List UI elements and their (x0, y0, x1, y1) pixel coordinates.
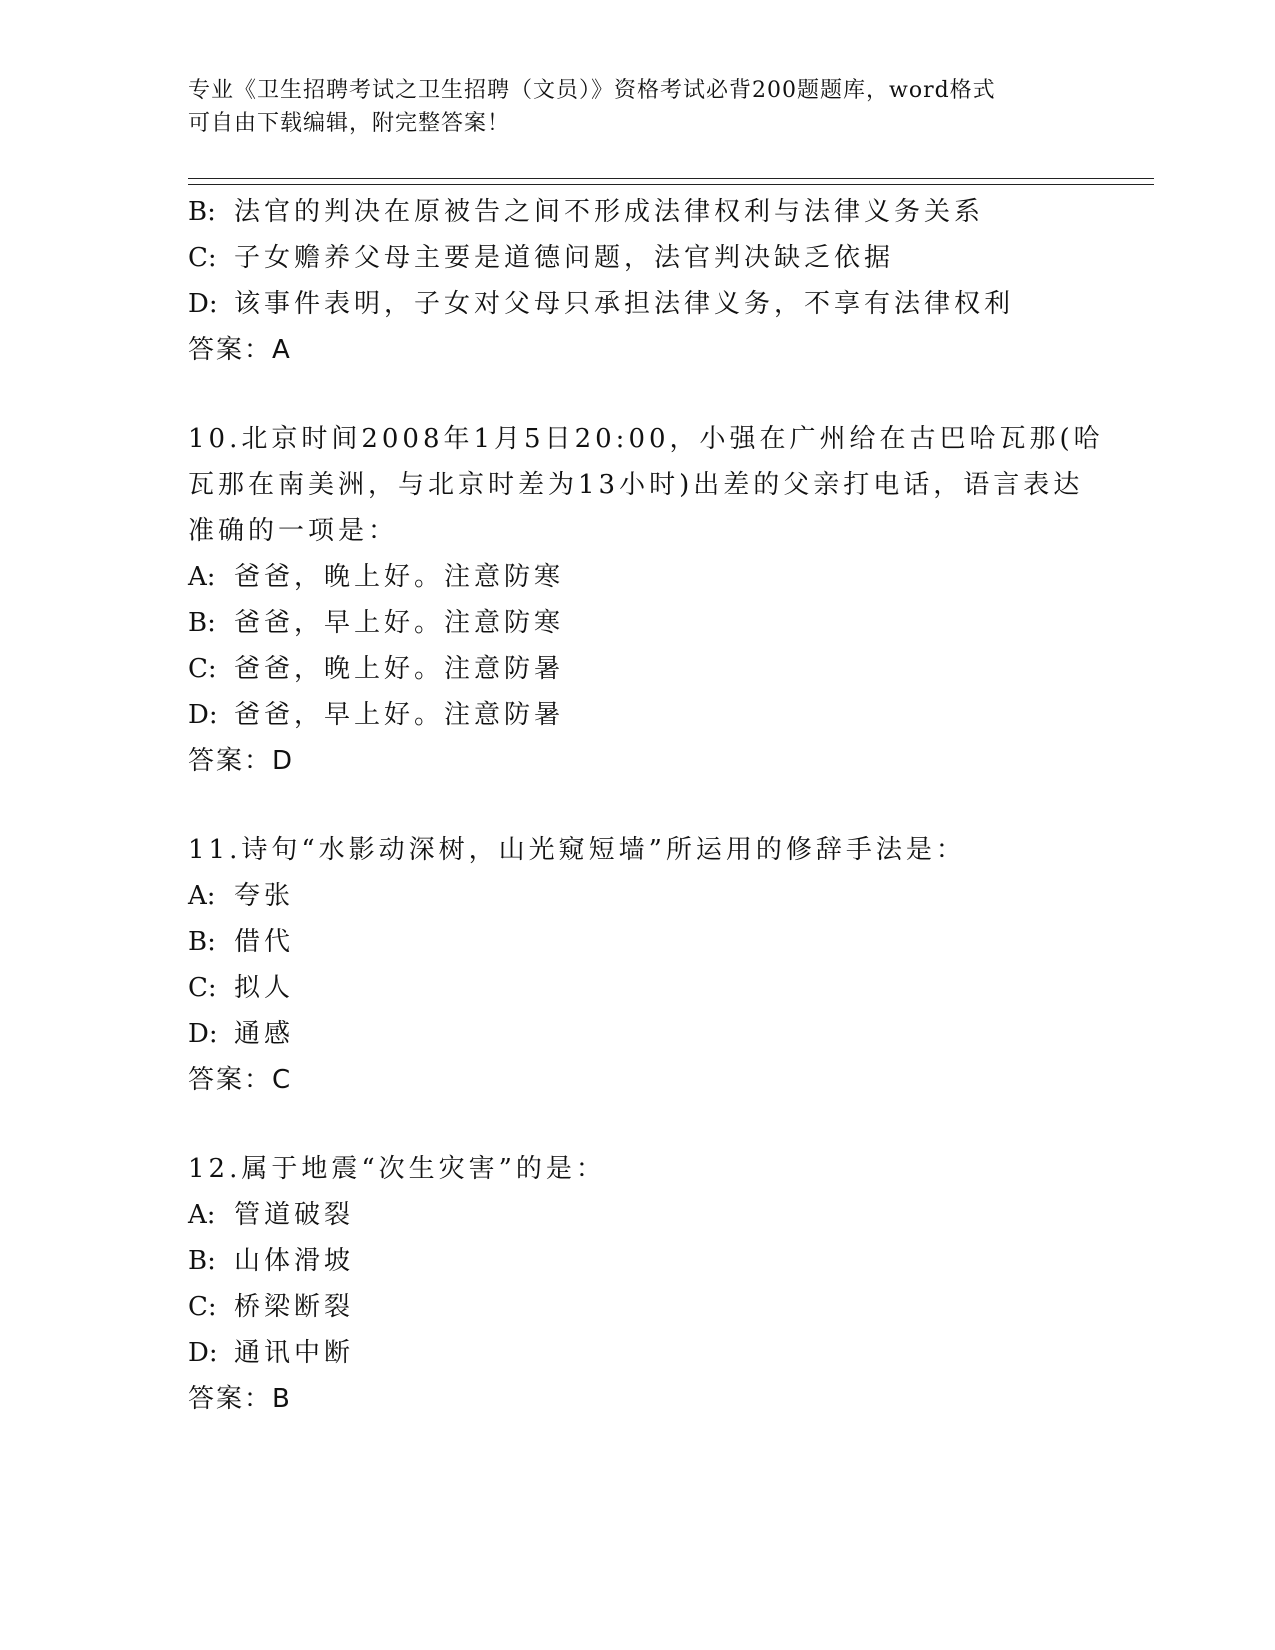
option-letter: C: (188, 1292, 217, 1322)
option-text: 爸爸，早上好。注意防暑 (234, 700, 565, 730)
option-b (188, 919, 1108, 965)
option-text: 夸张 (234, 881, 295, 911)
option-text: 通感 (234, 1019, 295, 1049)
option-letter: B: (188, 608, 216, 638)
option-text: 通讯中断 (234, 1338, 355, 1368)
option-letter: D: (188, 1019, 218, 1049)
option-d (188, 692, 1108, 738)
document-header (188, 74, 1068, 140)
header-divider (188, 178, 1154, 185)
option-letter: C: (188, 243, 217, 273)
option-b (188, 189, 1108, 235)
option-c (188, 235, 1108, 281)
question-content (188, 189, 1108, 1422)
option-text: 爸爸，晚上好。注意防寒 (234, 562, 565, 592)
option-letter: A: (188, 1200, 216, 1230)
option-text: 管道破裂 (234, 1200, 355, 1230)
answer-line: 答案：B (188, 1384, 292, 1414)
option-text: 子女赡养父母主要是道德问题，法官判决缺乏依据 (234, 243, 895, 273)
question-12 (188, 1146, 1108, 1422)
header-title-line-1: 专业《卫生招聘考试之卫生招聘（文员）》资格考试必背200题题库，word格式 (188, 78, 996, 103)
spacer (188, 784, 1108, 827)
answer-line: 答案：C (188, 1065, 293, 1095)
option-letter: C: (188, 654, 217, 684)
option-text: 桥梁断裂 (234, 1292, 355, 1322)
option-b (188, 1238, 1108, 1284)
option-text: 爸爸，晚上好。注意防暑 (234, 654, 565, 684)
option-letter: C: (188, 973, 217, 1003)
option-letter: B: (188, 927, 216, 957)
question-11 (188, 827, 1108, 1103)
answer-line: 答案：A (188, 335, 292, 365)
option-text: 山体滑坡 (234, 1246, 355, 1276)
header-title-line-2: 可自由下载编辑，附完整答案！ (188, 111, 511, 136)
option-text: 爸爸，早上好。注意防寒 (234, 608, 565, 638)
answer-line: 答案：D (188, 746, 295, 776)
question-9-continued (188, 189, 1108, 373)
spacer (188, 373, 1108, 416)
option-text: 借代 (234, 927, 295, 957)
option-letter: D: (188, 700, 218, 730)
option-letter: D: (188, 1338, 218, 1368)
question-text-line: 准确的一项是： (188, 516, 399, 546)
option-letter: B: (188, 1246, 216, 1276)
question-text-line: 11.诗句“水影动深树，山光窥短墙”所运用的修辞手法是： (188, 835, 966, 865)
question-text-line: 10.北京时间2008年1月5日20:00，小强在广州给在古巴哈瓦那(哈 (188, 424, 1104, 454)
option-c (188, 646, 1108, 692)
option-a (188, 1192, 1108, 1238)
option-text: 法官的判决在原被告之间不形成法律权利与法律义务关系 (234, 197, 985, 227)
option-letter: B: (188, 197, 216, 227)
option-text: 该事件表明，子女对父母只承担法律义务，不享有法律权利 (234, 289, 1015, 319)
option-d (188, 281, 1108, 327)
question-text-line: 12.属于地震“次生灾害”的是： (188, 1154, 606, 1184)
option-d (188, 1330, 1108, 1376)
option-c (188, 965, 1108, 1011)
option-b (188, 600, 1108, 646)
option-letter: A: (188, 881, 216, 911)
option-c (188, 1284, 1108, 1330)
option-a (188, 873, 1108, 919)
question-10 (188, 416, 1108, 784)
option-text: 拟人 (234, 973, 295, 1003)
spacer (188, 1103, 1108, 1146)
option-letter: D: (188, 289, 218, 319)
option-a (188, 554, 1108, 600)
option-letter: A: (188, 562, 216, 592)
question-text-line: 瓦那在南美洲，与北京时差为13小时)出差的父亲打电话，语言表达 (188, 470, 1084, 500)
option-d (188, 1011, 1108, 1057)
